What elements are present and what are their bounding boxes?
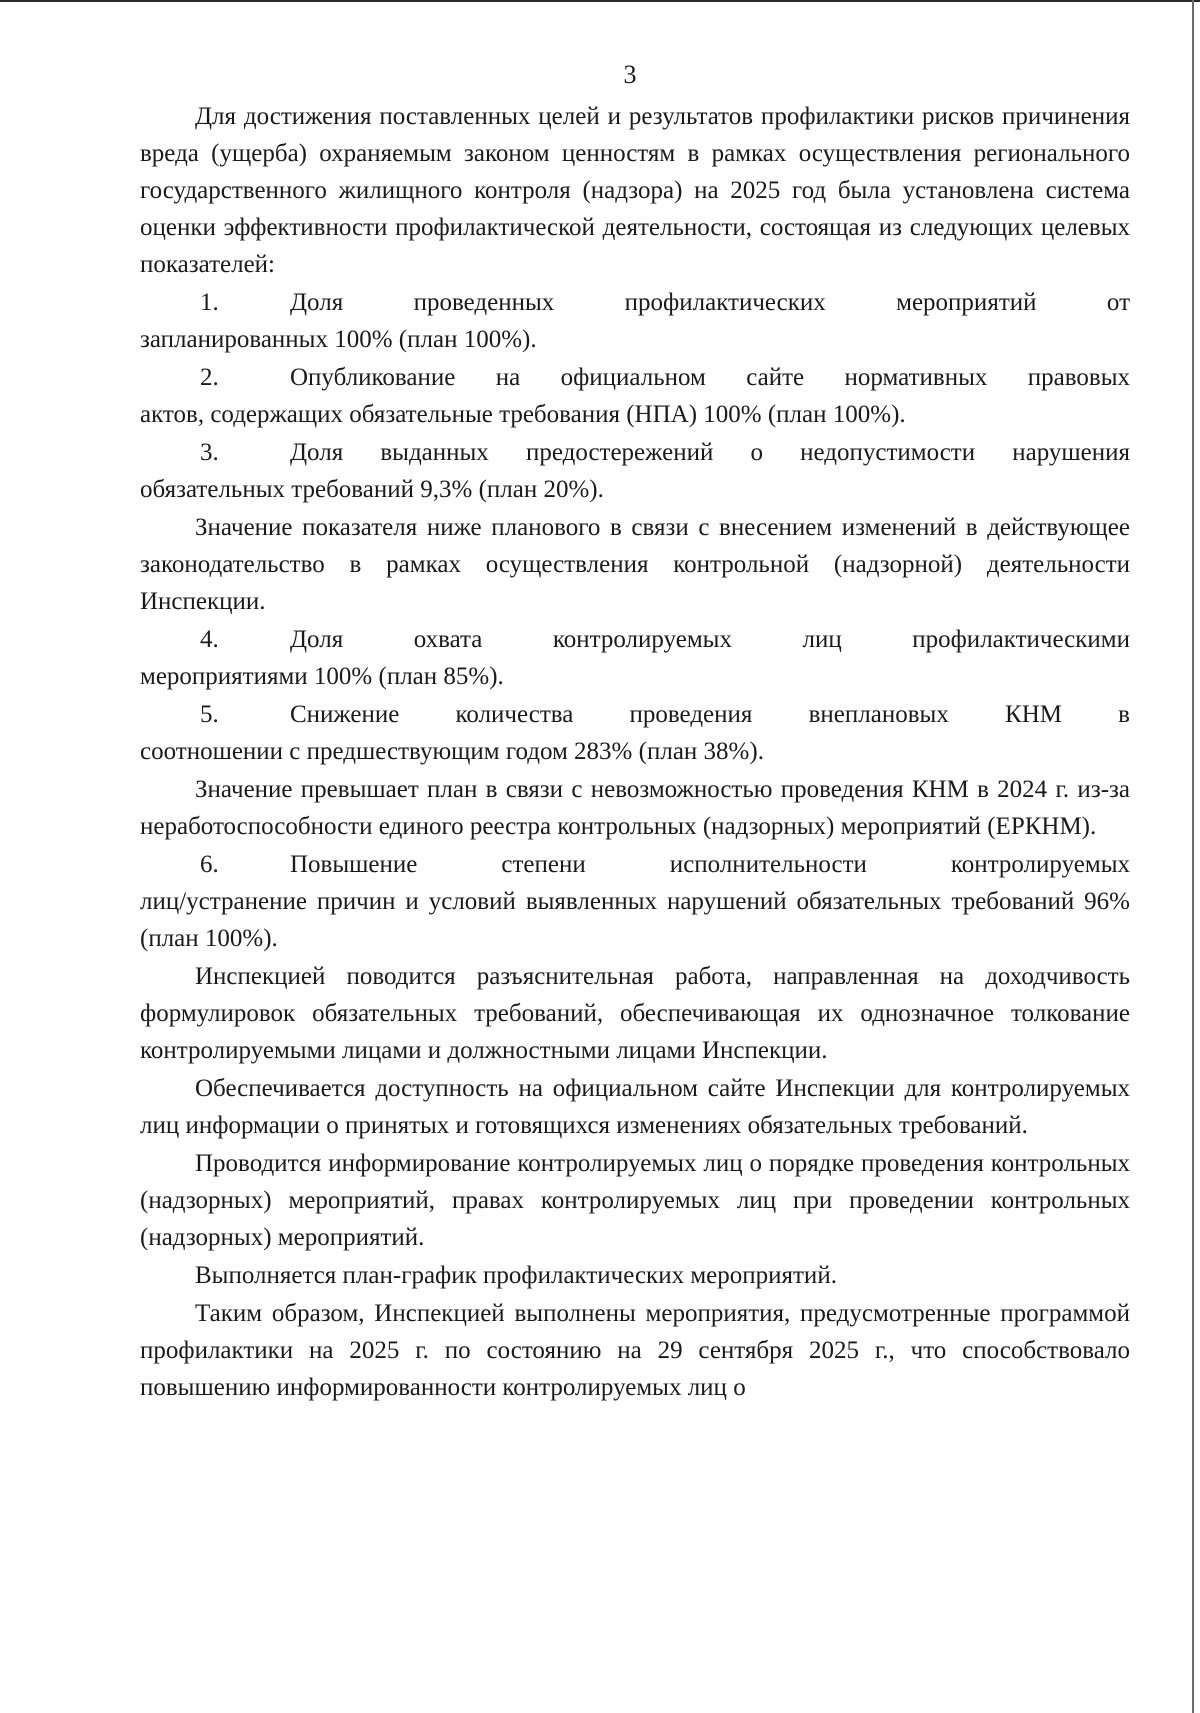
scan-edge-right (1192, 0, 1194, 1713)
paragraph-informing: Проводится информирование контролируемых лиц о порядке проведения контрольных (надзорных) мероприятий, правах контролируемых лиц при проведении контрольных (надзорных) мероприятий. (140, 1150, 1130, 1251)
intro-paragraph: Для достижения поставленных целей и результатов профилактики рисков причинения вреда (ущерба) охраняемым законом ценностям в рамках осуществления регионального государственного жилищного контроля (надзора) на 2025 год была установлена система оценки эффективности профилактической деятельности, состоящая из следующих целевых показателей: (140, 103, 1130, 278)
indicator-first-line: Доля выданных предостережений о недопустимости нарушения (290, 439, 1130, 466)
indicator-rest: актов, содержащих обязательные требования (НПА) 100% (план 100%). (140, 401, 906, 428)
indicator-rest: запланированных 100% (план 100%). (140, 326, 537, 353)
indicator-number: 6. (200, 851, 219, 878)
indicator-number: 3. (200, 439, 219, 466)
note-indicator-5: Значение превышает план в связи с невозможностью проведения КНМ в 2024 г. из-за неработоспособности единого реестра контрольных (надзорных) мероприятий (ЕРКНМ). (140, 776, 1130, 840)
note-indicator-3: Значение показателя ниже планового в связи с внесением изменений в действующее законодательство в рамках осуществления контрольной (надзорной) деятельности Инспекции. (140, 514, 1130, 615)
indicator-number: 1. (200, 289, 219, 316)
document-body (140, 98, 1130, 1407)
indicator-item-3 (140, 434, 1130, 508)
indicator-first-line: Доля охвата контролируемых лиц профилактическими (290, 626, 1130, 653)
indicator-rest: мероприятиями 100% (план 85%). (140, 663, 504, 690)
indicator-rest: лиц/устранение причин и условий выявленных нарушений обязательных требований 96% (план 100%). (140, 888, 1130, 952)
scan-edge-top (0, 0, 1200, 2)
indicator-number: 2. (200, 364, 219, 391)
page-number: 3 (623, 60, 637, 89)
indicator-item-4 (140, 621, 1130, 695)
indicator-rest: обязательных требований 9,3% (план 20%). (140, 476, 604, 503)
indicator-number: 5. (200, 701, 219, 728)
indicator-item-5 (140, 696, 1130, 770)
indicator-first-line: Доля проведенных профилактических мероприятий от (290, 289, 1130, 316)
indicator-item-1 (140, 284, 1130, 358)
paragraph-schedule: Выполняется план-график профилактических мероприятий. (195, 1262, 837, 1289)
indicator-rest: соотношении с предшествующим годом 283% (план 38%). (140, 738, 764, 765)
indicator-first-line: Снижение количества проведения внеплановых КНМ в (290, 701, 1130, 728)
indicator-number: 4. (200, 626, 219, 653)
indicator-first-line: Опубликование на официальном сайте нормативных правовых (290, 364, 1130, 391)
paragraph-explanatory-work: Инспекцией поводится разъяснительная работа, направленная на доходчивость формулировок обязательных требований, обеспечивающая их однозначное толкование контролируемыми лицами и должностными лицами Инспекции. (140, 963, 1130, 1064)
paragraph-conclusion: Таким образом, Инспекцией выполнены мероприятия, предусмотренные программой профилактики на 2025 г. по состоянию на 29 сентября 2025 г., что способствовало повышению информированности контролируемых лиц о (140, 1300, 1130, 1401)
paragraph-site-access: Обеспечивается доступность на официальном сайте Инспекции для контролируемых лиц информации о принятых и готовящихся изменениях обязательных требований. (140, 1075, 1130, 1139)
indicator-item-6 (140, 846, 1130, 957)
indicator-first-line: Повышение степени исполнительности контролируемых (290, 851, 1130, 878)
indicator-item-2 (140, 359, 1130, 433)
